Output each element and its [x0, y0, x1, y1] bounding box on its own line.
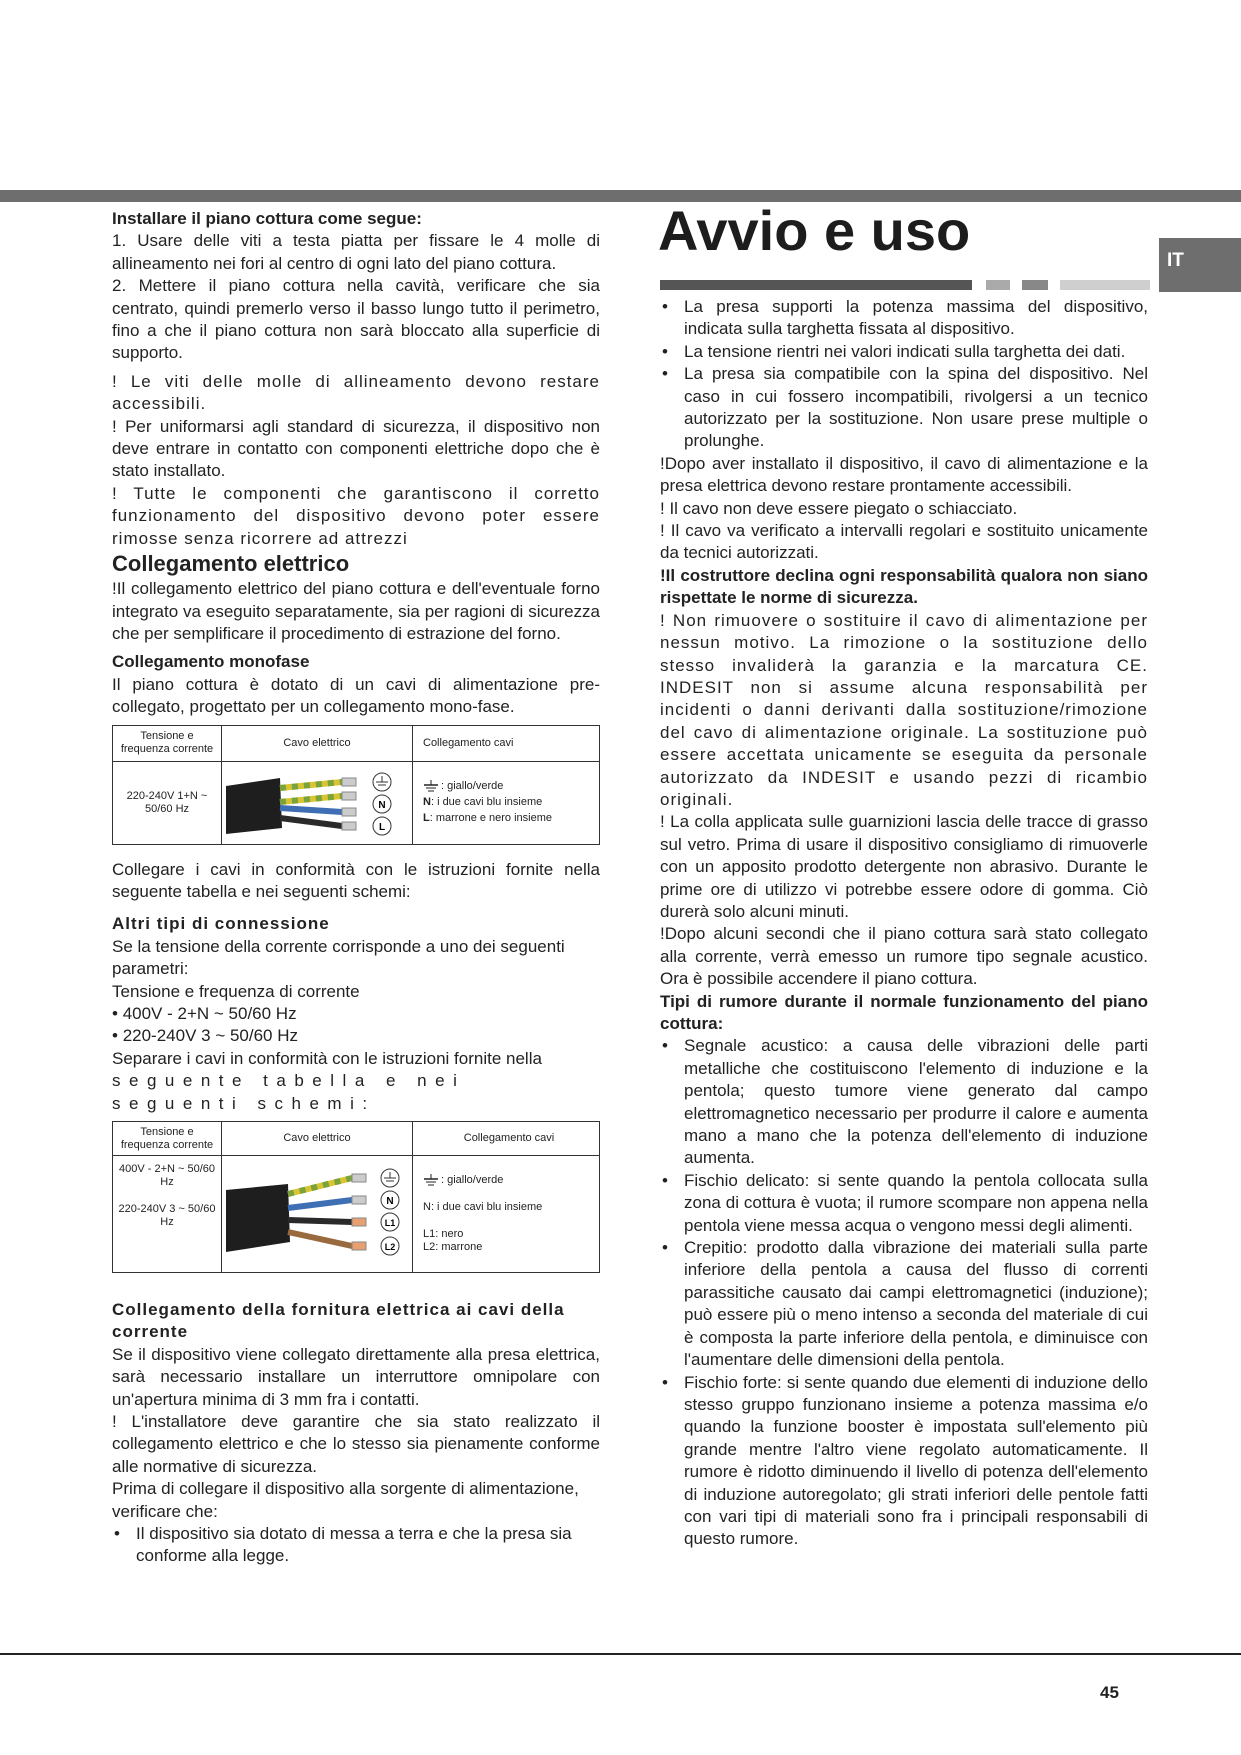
- legend2-earth-row: [423, 1174, 595, 1187]
- terminal2-l1-label: L1: [384, 1218, 396, 1228]
- legend-l-letter: L: [423, 812, 430, 825]
- note-liability: !Il costruttore declina ogni responsabilità qualora non siano rispettate le norme di sicurezza.: [660, 565, 1148, 608]
- terminal2-n-label: N: [386, 1196, 394, 1207]
- before-list: [112, 1523, 600, 1568]
- install-step-2: 2. Mettere il piano cottura nella cavità, verificare che sia centrato, quindi premerlo verso il basso lungo tutto il perimetro, fino a che il piano cottura non sarà bloccato alla superficie di supporto.: [112, 276, 600, 363]
- note-standards: ! Per uniformarsi agli standard di sicurezza, il dispositivo non deve entrare in contatto con componenti elettriche dopo che è stato installato.: [112, 416, 600, 481]
- install-heading: Installare il piano cottura come segue:: [112, 209, 422, 228]
- other-heading: Altri tipi di connessione: [112, 914, 330, 934]
- other-text: Se la tensione della corrente corrisponde a uno dei seguenti parametri:: [112, 936, 565, 979]
- socket-bullet-2: • La tensione rientri nei valori indicati sulla targhetta dei dati.: [660, 341, 1148, 363]
- footer-rule: [0, 1653, 1241, 1655]
- table-header-cable: Cavo elettrico: [222, 725, 413, 761]
- separate-text-2: seguente tabella e nei seguenti schemi:: [112, 1071, 466, 1113]
- note-check: ! Il cavo va verificato a intervalli regolari e sostituito unicamente da tecnici autorizzati.: [660, 521, 1148, 563]
- other-option-2: • 220-240V 3 ~ 50/60 Hz: [112, 1026, 299, 1046]
- table2-voltage-1: 400V - 2+N ~ 50/60 Hz: [118, 1163, 215, 1188]
- separate-text: Separare i cavi in conformità con le istruzioni fornite nella: [112, 1048, 542, 1068]
- legend-n: : i due cavi blu insieme: [430, 796, 543, 809]
- electric-heading: Collegamento elettrico: [112, 551, 350, 577]
- legend-n-letter: N: [423, 796, 431, 809]
- table2-header-cable: Cavo elettrico: [222, 1122, 413, 1156]
- left-column: [112, 208, 600, 1568]
- socket-bullet-3: • La presa sia compatibile con la spina del dispositivo. Nel caso in cui fossero incompatibili, rivolgersi a un tecnico autorizzato per la sostituzione. Non usare prese multiple o prolunghe.: [660, 363, 1148, 453]
- table2-header-voltage: Tensione e frequenza corrente: [113, 1122, 222, 1156]
- socket-bullet-1: • La presa supporti la potenza massima del dispositivo, indicata sulla targhetta fissata al dispositivo.: [660, 296, 1148, 341]
- cable-illustration-mono: [222, 762, 412, 840]
- note-screws: ! Le viti delle molle di allineamento devono restare accessibili.: [112, 371, 600, 414]
- table-header-voltage: Tensione e frequenza corrente: [113, 725, 222, 761]
- table-voltage-mono: 220-240V 1+N ~ 50/60 Hz: [113, 761, 222, 844]
- table-header-connection: Collegamento cavi: [413, 725, 600, 761]
- connection-legend-mono: [413, 761, 600, 844]
- noise-list: [660, 1035, 1148, 1550]
- installer-note: ! L'installatore deve garantire che sia stato realizzato il collegamento elettrico e che lo stesso sia pienamente conforme alle normative di sicurezza.: [112, 1412, 600, 1476]
- legend2-n: N: i due cavi blu insieme: [423, 1201, 543, 1213]
- terminal2-l2-label: L2: [384, 1242, 396, 1252]
- earth-icon: [423, 780, 439, 792]
- note-no-bend: ! Il cavo non deve essere piegato o schiacciato.: [660, 498, 1018, 518]
- connection-legend-multi: [413, 1156, 600, 1273]
- legend-n-row: [423, 796, 595, 809]
- noise-bullet-4: • Fischio forte: si sente quando due elementi di induzione dello stesso gruppo funzionano insieme a potenza massima e/o quando la funzione booster è impostata sull'elemento più grande mentre l'altro viene regolato automaticamente. Il rumore è ridotto diminuendo il livello di potenza dell'elemento di induzione autoregolato; gli strati inferiori delle pentole fatti con vari tipi di materiali sono fra i principali responsabili di questo rumore.: [660, 1372, 1148, 1551]
- socket-requirements-list: [660, 296, 1148, 453]
- legend2-l2: L2: marrone: [423, 1241, 483, 1253]
- cable-diagram-multi: [222, 1156, 413, 1273]
- right-column: [660, 296, 1148, 1551]
- page-number: 45: [1100, 1683, 1119, 1702]
- mono-heading: Collegamento monofase: [112, 652, 310, 672]
- legend2-earth: : giallo/verde: [441, 1174, 504, 1186]
- terminal-n-label: N: [378, 799, 386, 811]
- other-option-2-text: 220-240V 3 ~ 50/60 Hz: [122, 1026, 299, 1046]
- other-label: Tensione e frequenza di corrente: [112, 981, 360, 1001]
- title-underline: [660, 280, 1150, 290]
- note-signal: !Dopo alcuni secondi che il piano cottura sarà stato collegato alla corrente, verrà emesso un rumore tipo segnale acustico. Ora è possibile accendere il piano cottura.: [660, 924, 1148, 989]
- connect-text: Collegare i cavi in conformità con le istruzioni fornite nella seguente tabella e nei seguenti schemi:: [112, 859, 600, 901]
- language-tab: IT: [1159, 238, 1241, 292]
- header-bar: [0, 190, 1241, 202]
- cable-diagram-mono: [222, 761, 413, 844]
- note-cable-access: !Dopo aver installato il dispositivo, il cavo di alimentazione e la presa elettrica devono restare prontamente accessibili.: [660, 453, 1148, 496]
- wiring-table-multi: [112, 1121, 600, 1273]
- mono-text: Il piano cottura è dotato di un cavi di alimentazione pre-collegato, progettato per un collegamento mono-fase.: [112, 674, 600, 717]
- legend-l: : marrone e nero insieme: [429, 812, 553, 825]
- legend-earth: : giallo/verde: [441, 780, 504, 793]
- legend-earth-row: [423, 780, 595, 793]
- table2-voltage: [113, 1156, 222, 1273]
- supply-text: Se il dispositivo viene collegato direttamente alla presa elettrica, sarà necessario installare un interruttore omnipolare con un'apertura minima di 3 mm fra i contatti.: [112, 1344, 600, 1409]
- terminal-l-label: L: [378, 821, 386, 833]
- electric-note: !Il collegamento elettrico del piano cottura e dell'eventuale forno integrato va eseguito separatamente, sia per ragioni di sicurezza che per semplificare il procedimento di estrazione del forno.: [112, 579, 600, 643]
- legend-l-row: [423, 812, 595, 825]
- legend2-l1: L1: nero: [423, 1228, 464, 1240]
- before-bullet-1: • Il dispositivo sia dotato di messa a terra e che la presa sia conforme alla legge.: [112, 1523, 600, 1568]
- note-components: ! Tutte le componenti che garantiscono il corretto funzionamento del dispositivo devono poter essere rimosse senza ricorrere ad attrezzi: [112, 483, 600, 548]
- page-title: Avvio e uso: [658, 199, 971, 262]
- noise-bullet-1: • Segnale acustico: a causa delle vibrazioni delle parti metalliche che costituiscono l'elemento di induzione e la pentola; questo tumore viene generato dal campo elettromagnetico necessario per produrre il calore e aumenta mano a mano che la potenza dell'elemento di induzione aumenta.: [660, 1035, 1148, 1169]
- before-text: Prima di collegare il dispositivo alla sorgente di alimentazione, verificare che:: [112, 1479, 579, 1521]
- noise-bullet-2: • Fischio delicato: si sente quando la pentola collocata sulla zona di cottura è vuota; il rumore scompare non appena nella pentola viene messa acqua o vengono messi degli alimenti.: [660, 1170, 1148, 1237]
- note-replace: ! Non rimuovere o sostituire il cavo di alimentazione per nessun motivo. La rimozione o la sostituzione dello stesso invaliderà la garanzia e la marcatura CE. INDESIT non si assume alcuna responsabilità per incidenti o danni derivanti dalla sostituzione/rimozione del cavo di alimentazione originale. La sostituzione può essere accettata unicamente se eseguita da personale autorizzato da INDESIT e usando pezzi di ricambio originali.: [660, 610, 1148, 809]
- other-option-1-text: 400V - 2+N ~ 50/60 Hz: [122, 1003, 297, 1023]
- wiring-table-mono: [112, 725, 600, 845]
- cable-illustration-multi: [222, 1156, 412, 1268]
- table2-header-connection: Collegamento cavi: [413, 1122, 600, 1156]
- install-step-1: 1. Usare delle viti a testa piatta per fissare le 4 molle di allineamento nei fori al centro di ogni lato del piano cottura.: [112, 231, 600, 273]
- table2-voltage-2: 220-240V 3 ~ 50/60 Hz: [118, 1203, 216, 1228]
- supply-heading: Collegamento della fornitura elettrica ai cavi della corrente: [112, 1300, 565, 1342]
- note-glue: ! La colla applicata sulle guarnizioni lascia delle tracce di grasso sul vetro. Prima di usare il dispositivo consigliamo di rimuoverle con un apposito prodotto detergente non abrasivo. Durante le prime ore di utilizzo vi potrebbe essere odore di gomma. Ciò durerà solo alcuni minuti.: [660, 812, 1148, 921]
- other-option-1: • 400V - 2+N ~ 50/60 Hz: [112, 1003, 297, 1023]
- earth-icon: [423, 1174, 439, 1186]
- noise-bullet-3: • Crepitio: prodotto dalla vibrazione dei materiali sulla parte inferiore della pentola a causa del flusso di correnti parassitiche causato dai campi elettromagnetici (induzione); può essere più o meno intenso a seconda del materiale di cui è composta la parte inferiore della pentola, e diminuisce con l'aumentare delle dimensioni della pentola.: [660, 1237, 1148, 1371]
- noise-heading: Tipi di rumore durante il normale funzionamento del piano cottura:: [660, 991, 1148, 1033]
